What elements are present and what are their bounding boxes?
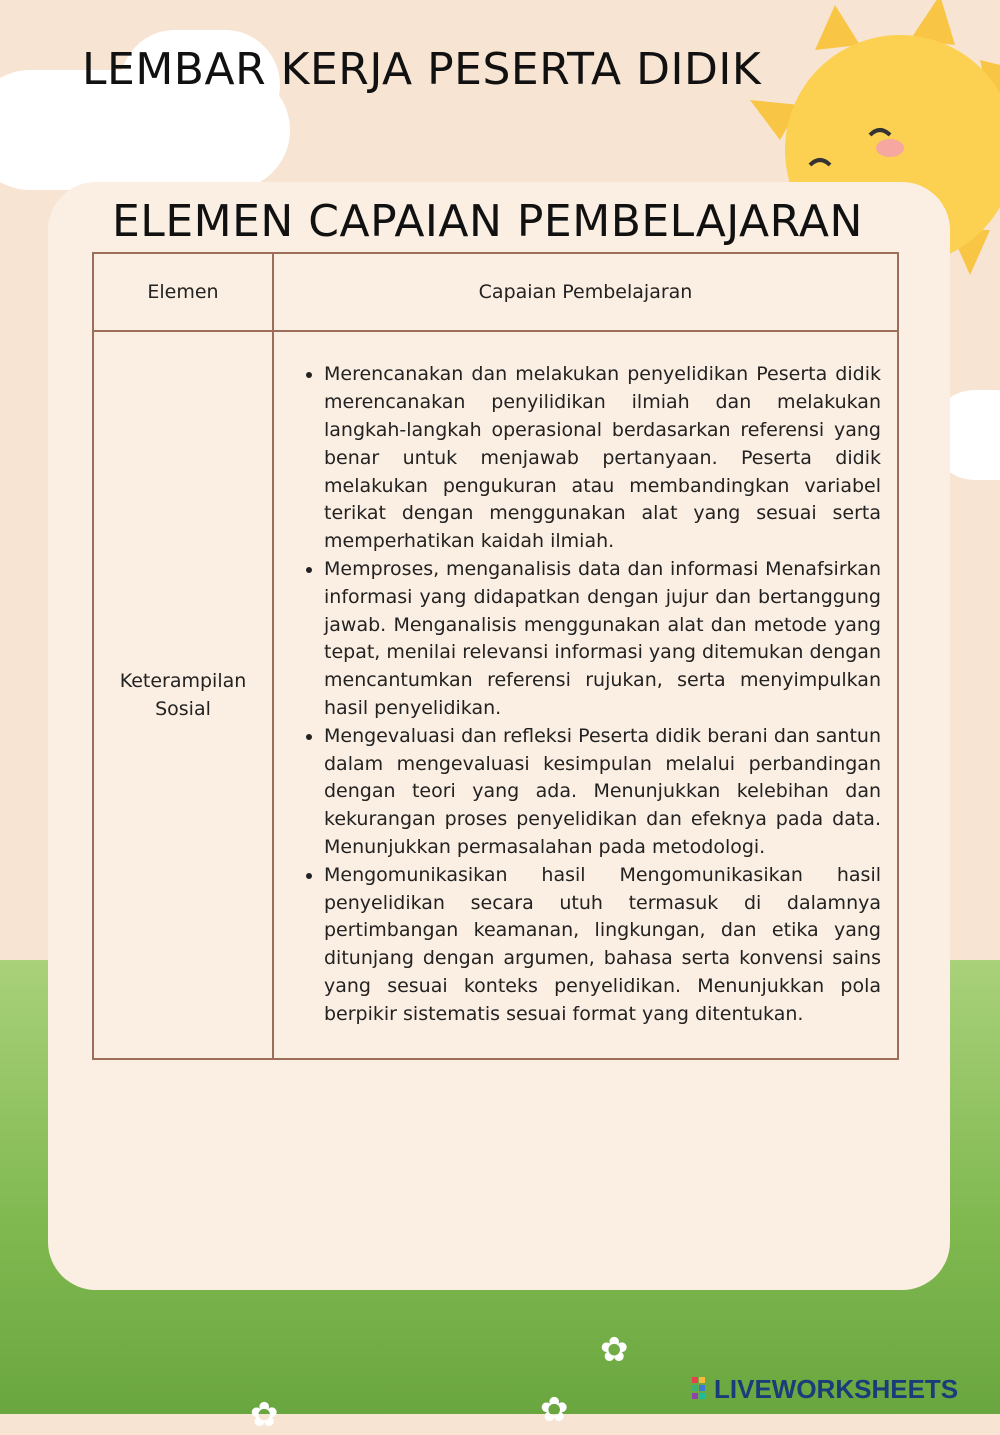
page-title: LEMBAR KERJA PESERTA DIDIK [82,44,762,95]
column-header-capaian: Capaian Pembelajaran [273,253,898,331]
table-row [93,331,898,1059]
section-title: ELEMEN CAPAIAN PEMBELAJARAN [112,196,863,247]
liveworksheets-logo-icon [692,1377,706,1401]
list-item: • Memproses, menganalisis data dan informasi Menafsirkan informasi yang didapatkan dengan jujur dan bertanggung jawab. Menganalisis menggunakan alat dan metode yang tepat, menilai relevansi informasi yang ditemukan dengan mencantumkan referensi rujukan, serta menyimpulkan hasil penyelidikan. [324,556,881,723]
flower-icon: ✿ [600,1330,629,1370]
list-item: • Mengevaluasi dan refleksi Peserta didik berani dan santun dalam mengevaluasi kesimpulan melalui perbandingan dengan teori yang ada. Menunjukkan kelebihan dan kekurangan proses penyelidikan dan efeknya pada data. Menunjukkan permasalahan pada metodologi. [324,723,881,862]
elemen-label: Keterampilan Sosial [119,670,247,720]
list-item: • Mengomunikasikan hasil Mengomunikasikan hasil penyelidikan secara utuh termasuk di dalamnya pertimbangan keamanan, lingkungan, dan etika yang ditunjang dengan argumen, bahasa serta konvensi sains yang sesuai konteks penyelidikan. Menunjukkan pola berpikir sistematis sesuai format yang ditentukan. [324,862,881,1029]
elemen-cell [93,331,273,1059]
flower-icon: ✿ [250,1395,279,1435]
liveworksheets-brand[interactable]: LIVEWORKSHEETS [714,1374,959,1404]
capaian-table [92,252,899,1060]
flower-icon: ✿ [540,1390,569,1430]
table-header-row [93,253,898,331]
list-item: • Merencanakan dan melakukan penyelidikan Peserta didik merencanakan penyilidikan ilmiah dan melakukan langkah-langkah operasional berdasarkan referensi yang benar untuk menjawab pertanyaan. Peserta didik melakukan pengukuran atau membandingkan variabel terikat dengan menggunakan alat yang sesuai serta memperhatikan kaidah ilmiah. [324,361,881,556]
column-header-elemen: Elemen [93,253,273,331]
capaian-list [282,361,881,1028]
capaian-cell [273,331,898,1059]
